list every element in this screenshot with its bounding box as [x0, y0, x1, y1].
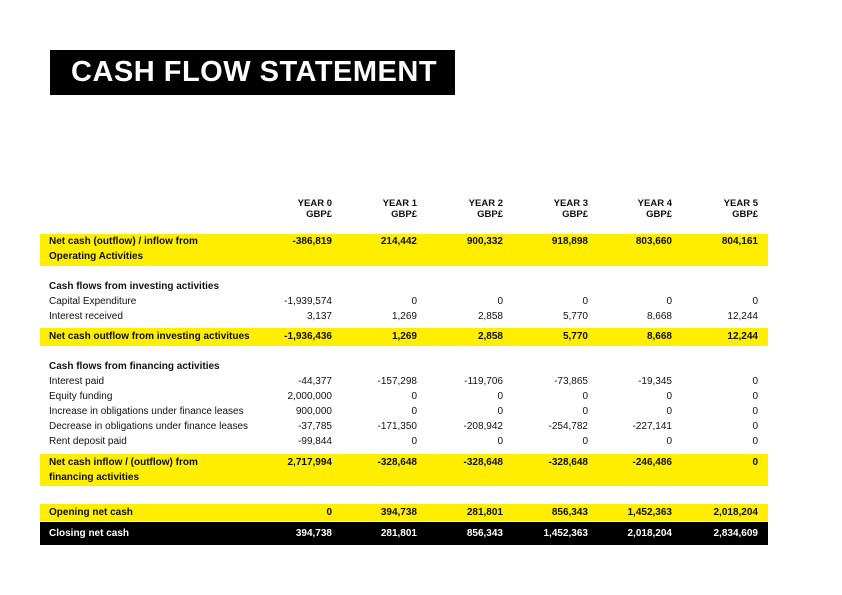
cell-year-5: 0 [752, 376, 758, 387]
cell-year-4: -246,486 [632, 457, 672, 468]
cell-year-2: 0 [497, 436, 503, 447]
cell-year-1: 394,738 [380, 507, 417, 518]
cell-year-1: 1,269 [391, 311, 417, 322]
cell-year-0: -1,936,436 [284, 331, 332, 342]
financing-section-heading [40, 361, 768, 375]
column-header-year-0: YEAR 0 GBP£ [297, 198, 332, 220]
table-row [40, 406, 768, 420]
cell-year-3: 0 [582, 391, 588, 402]
cell-year-1: -171,350 [377, 421, 417, 432]
cell-year-3: -73,865 [554, 376, 588, 387]
cell-year-2: 0 [497, 406, 503, 417]
cell-year-1: 0 [411, 406, 417, 417]
column-header-year-3: YEAR 3 GBP£ [553, 198, 588, 220]
cell-year-4: 2,018,204 [627, 528, 672, 539]
cell-year-2: 281,801 [466, 507, 503, 518]
opening-net-cash-row [40, 504, 768, 521]
cell-year-3: 1,452,363 [543, 528, 588, 539]
cell-year-5: 0 [752, 436, 758, 447]
cell-year-1: -157,298 [377, 376, 417, 387]
table-row [40, 421, 768, 435]
cell-year-1: 0 [411, 296, 417, 307]
cell-year-0: 2,000,000 [287, 391, 332, 402]
cell-year-1: 0 [411, 391, 417, 402]
column-header-row [40, 198, 768, 222]
cell-year-5: 12,244 [727, 331, 758, 342]
row-label-line2: financing activities [49, 472, 140, 483]
cell-year-2: 2,858 [477, 311, 503, 322]
investing-total-row [40, 328, 768, 346]
table-row [40, 376, 768, 390]
table-row [40, 296, 768, 310]
cell-year-1: 0 [411, 436, 417, 447]
row-label: Net cash outflow from investing activitues [49, 331, 250, 342]
cell-year-3: 0 [582, 436, 588, 447]
cell-year-2: -328,648 [463, 457, 503, 468]
table-row [40, 436, 768, 450]
operating-activities-row [40, 234, 768, 266]
row-label-line2: Operating Activities [49, 251, 144, 262]
cell-year-0: 900,000 [295, 406, 332, 417]
cell-year-0: -1,939,574 [284, 296, 332, 307]
cell-year-4: 0 [666, 391, 672, 402]
column-header-year-1: YEAR 1 GBP£ [382, 198, 417, 220]
row-label: Interest paid [49, 376, 105, 387]
financing-total-row [40, 454, 768, 486]
cell-year-2: 0 [497, 391, 503, 402]
row-label: Decrease in obligations under finance leases [49, 421, 249, 432]
cell-year-3: 0 [582, 406, 588, 417]
cell-year-0: 2,717,994 [287, 457, 332, 468]
cell-year-5: 0 [752, 421, 758, 432]
cell-year-4: 8,668 [646, 331, 672, 342]
cell-year-0: 394,738 [295, 528, 332, 539]
cell-year-0: -386,819 [292, 236, 332, 247]
cell-year-2: 856,343 [466, 528, 503, 539]
cell-year-1: 281,801 [380, 528, 417, 539]
row-label: Interest received [49, 311, 123, 322]
cell-year-0: 0 [326, 507, 332, 518]
section-heading-label: Cash flows from investing activities [49, 281, 220, 292]
cell-year-3: -254,782 [548, 421, 588, 432]
cell-year-1: 214,442 [380, 236, 417, 247]
row-label: Rent deposit paid [49, 436, 127, 447]
row-label: Closing net cash [49, 528, 130, 539]
cell-year-3: 5,770 [562, 331, 588, 342]
closing-net-cash-row [40, 522, 768, 545]
cell-year-5: 804,161 [721, 236, 758, 247]
cell-year-4: 0 [666, 406, 672, 417]
column-header-year-5: YEAR 5 GBP£ [723, 198, 758, 220]
table-row [40, 311, 768, 325]
cell-year-5: 0 [752, 391, 758, 402]
cell-year-4: 803,660 [635, 236, 672, 247]
row-label: Increase in obligations under finance leases [49, 406, 244, 417]
cell-year-4: -19,345 [638, 376, 672, 387]
cell-year-4: 0 [666, 296, 672, 307]
cell-year-0: -99,844 [298, 436, 332, 447]
row-label: Capital Expenditure [49, 296, 137, 307]
row-label: Opening net cash [49, 507, 133, 518]
cell-year-2: 0 [497, 296, 503, 307]
cell-year-2: 2,858 [477, 331, 503, 342]
cell-year-4: 1,452,363 [627, 507, 672, 518]
column-header-year-2: YEAR 2 GBP£ [468, 198, 503, 220]
table-row [40, 391, 768, 405]
cell-year-0: -37,785 [298, 421, 332, 432]
cell-year-1: 1,269 [391, 331, 417, 342]
cell-year-2: 900,332 [466, 236, 503, 247]
page-title: CASH FLOW STATEMENT [50, 50, 455, 95]
row-label: Net cash inflow / (outflow) from [49, 457, 198, 468]
row-label: Net cash (outflow) / inflow from [49, 236, 198, 247]
cell-year-5: 12,244 [727, 311, 758, 322]
section-heading-label: Cash flows from financing activities [49, 361, 220, 372]
row-label: Equity funding [49, 391, 113, 402]
cell-year-5: 0 [752, 457, 758, 468]
cell-year-3: -328,648 [548, 457, 588, 468]
cell-year-3: 918,898 [551, 236, 588, 247]
cell-year-3: 856,343 [551, 507, 588, 518]
investing-section-heading [40, 281, 768, 295]
cell-year-4: 0 [666, 436, 672, 447]
cell-year-4: -227,141 [632, 421, 672, 432]
cell-year-4: 8,668 [646, 311, 672, 322]
cell-year-3: 0 [582, 296, 588, 307]
cell-year-0: -44,377 [298, 376, 332, 387]
cell-year-5: 2,018,204 [713, 507, 758, 518]
cell-year-1: -328,648 [377, 457, 417, 468]
cell-year-5: 0 [752, 296, 758, 307]
cell-year-2: -119,706 [464, 376, 503, 387]
cell-year-2: -208,942 [463, 421, 503, 432]
cell-year-0: 3,137 [306, 311, 332, 322]
column-header-year-4: YEAR 4 GBP£ [637, 198, 672, 220]
cell-year-3: 5,770 [562, 311, 588, 322]
cell-year-5: 2,834,609 [713, 528, 758, 539]
cell-year-5: 0 [752, 406, 758, 417]
